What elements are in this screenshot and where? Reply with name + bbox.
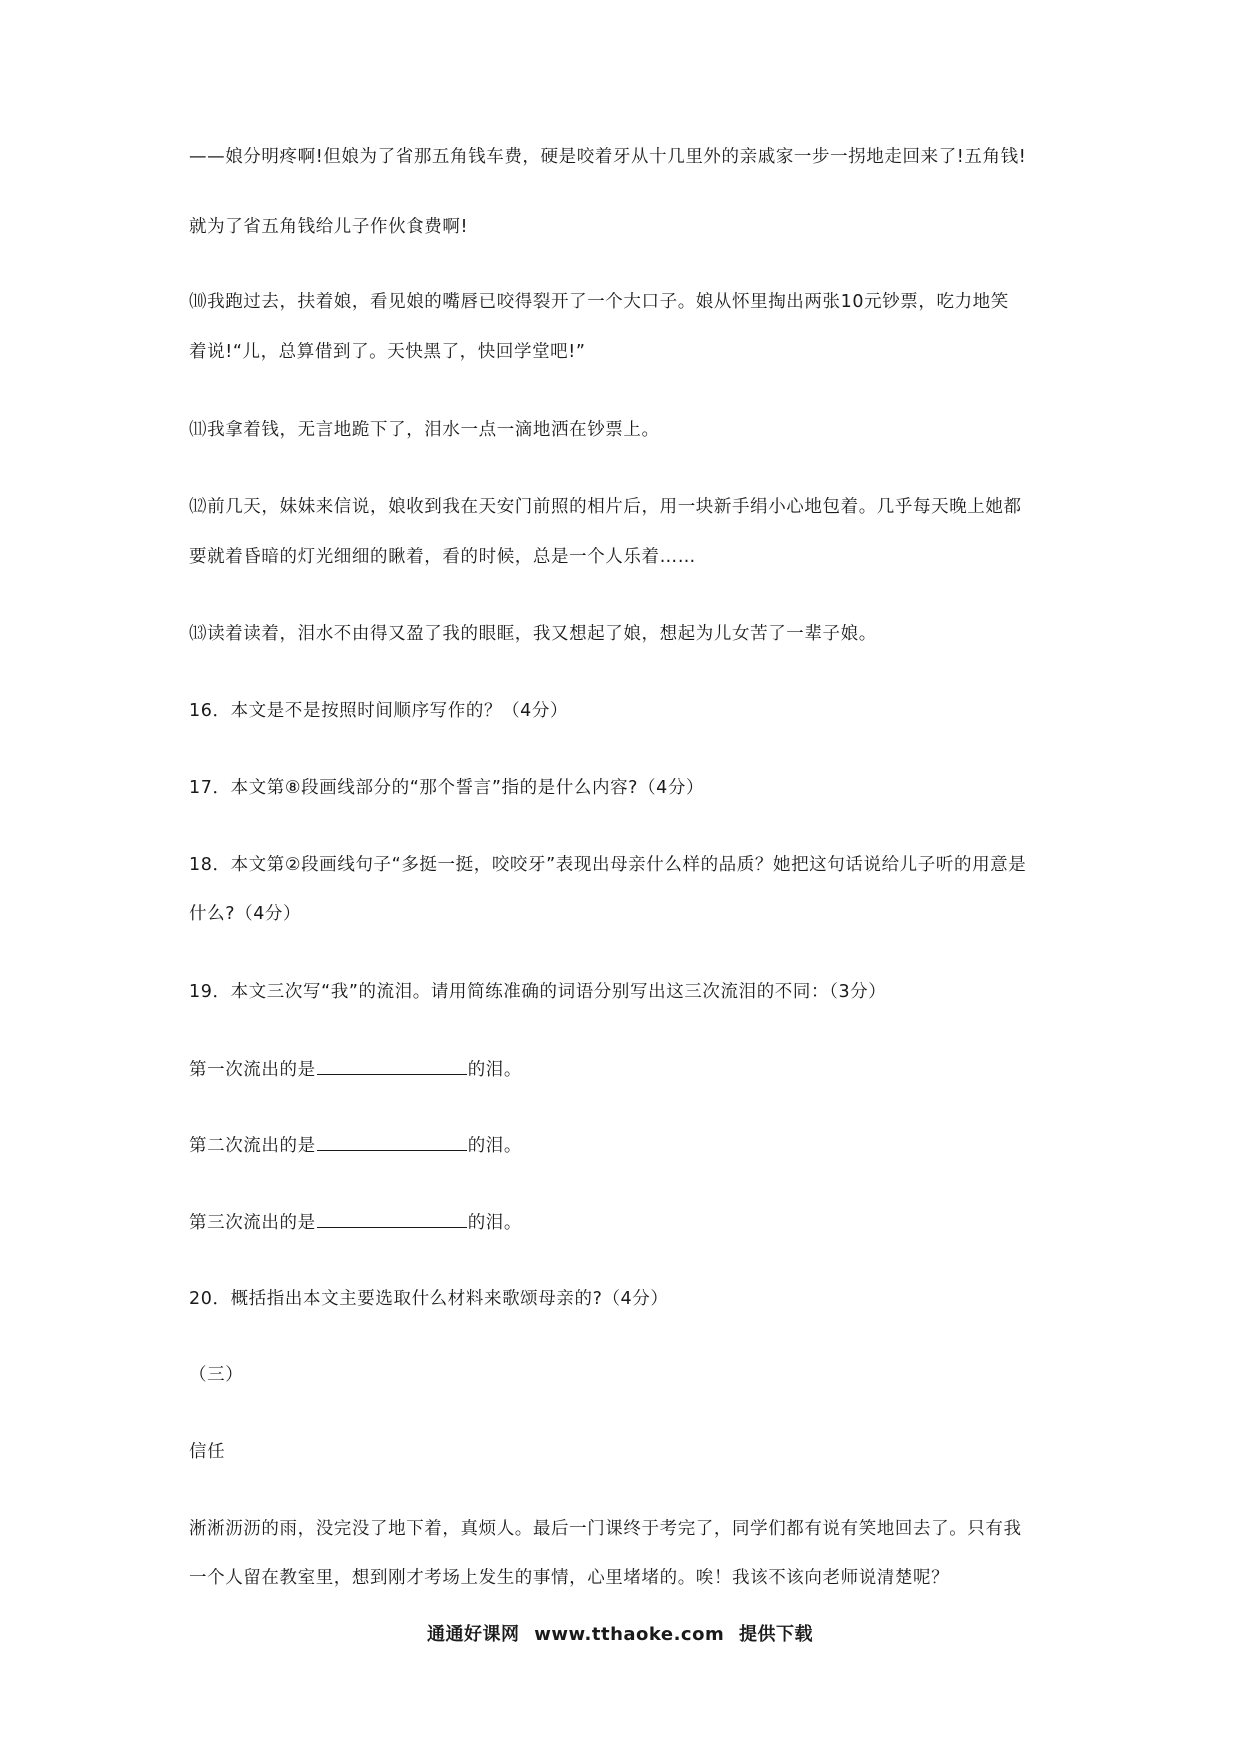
- footer-site-name: 通通好课网: [427, 1624, 520, 1645]
- footer-url[interactable]: www.tthaoke.com: [534, 1624, 725, 1645]
- blank-2-suffix: 的泪。: [467, 1136, 523, 1156]
- passage-paragraph-9-line-2: 就为了省五角钱给儿子作伙食费啊!: [189, 217, 469, 237]
- passage-paragraph-12-line-1: ⑿前几天，妹妹来信说，娘收到我在天安门前照的相片后，用一块新手绢小心地包着。几乎每天晚上她都: [189, 497, 1022, 517]
- blank-2-prefix: 第二次流出的是: [189, 1136, 316, 1156]
- section-3-paragraph-line-2: 一个人留在教室里，想到刚才考场上发生的事情，心里堵堵的。唉！我该不该向老师说清楚呢？: [189, 1568, 950, 1588]
- question-19: 19．本文三次写“我”的流泪。请用简练准确的词语分别写出这三次流泪的不同：（3分）: [189, 982, 887, 1002]
- question-18-line-1: 18．本文第②段画线句子“多挺一挺，咬咬牙”表现出母亲什么样的品质？她把这句话说给儿子听的用意是: [189, 855, 1027, 875]
- question-17: 17．本文第⑧段画线部分的“那个誓言”指的是什么内容?（4分）: [189, 778, 705, 798]
- section-3-paragraph-line-1: 淅淅沥沥的雨，没完没了地下着，真烦人。最后一门课终于考完了，同学们都有说有笑地回去了。只有我: [189, 1519, 1022, 1539]
- blank-3-suffix: 的泪。: [467, 1213, 523, 1233]
- passage-paragraph-13: ⒀读着读着，泪水不由得又盈了我的眼眶，我又想起了娘，想起为儿女苦了一辈子娘。: [189, 624, 877, 644]
- question-19-blank-3: [189, 1210, 522, 1235]
- answer-blank-3[interactable]: [317, 1210, 467, 1228]
- question-20: 20．概括指出本文主要选取什么材料来歌颂母亲的?（4分）: [189, 1289, 669, 1309]
- passage-paragraph-9-line-1: ——娘分明疼啊!但娘为了省那五角钱车费，硬是咬着牙从十几里外的亲戚家一步一拐地走回来了!五角钱!: [189, 147, 1027, 167]
- blank-1-suffix: 的泪。: [467, 1060, 523, 1080]
- question-18-line-2: 什么?（4分）: [189, 904, 302, 924]
- question-19-blank-2: [189, 1133, 522, 1158]
- question-16: 16．本文是不是按照时间顺序写作的？（4分）: [189, 701, 569, 721]
- answer-blank-2[interactable]: [317, 1133, 467, 1151]
- answer-blank-1[interactable]: [317, 1057, 467, 1075]
- passage-paragraph-10-line-1: ⑽我跑过去，扶着娘，看见娘的嘴唇已咬得裂开了一个大口子。娘从怀里掏出两张10元钞票，吃力地笑: [189, 292, 1009, 312]
- blank-3-prefix: 第三次流出的是: [189, 1213, 316, 1233]
- section-3-title: 信任: [189, 1442, 226, 1462]
- blank-1-prefix: 第一次流出的是: [189, 1060, 316, 1080]
- footer-suffix: 提供下载: [739, 1624, 813, 1645]
- passage-paragraph-12-line-2: 要就着昏暗的灯光细细的瞅着，看的时候，总是一个人乐着……: [189, 547, 696, 567]
- section-3-heading: （三）: [189, 1365, 244, 1385]
- passage-paragraph-10-line-2: 着说!“儿，总算借到了。天快黑了，快回学堂吧!”: [189, 342, 586, 362]
- passage-paragraph-11: ⑾我拿着钱，无言地跪下了，泪水一点一滴地洒在钞票上。: [189, 420, 660, 440]
- page-footer: [0, 1620, 1240, 1646]
- question-19-blank-1: [189, 1057, 522, 1082]
